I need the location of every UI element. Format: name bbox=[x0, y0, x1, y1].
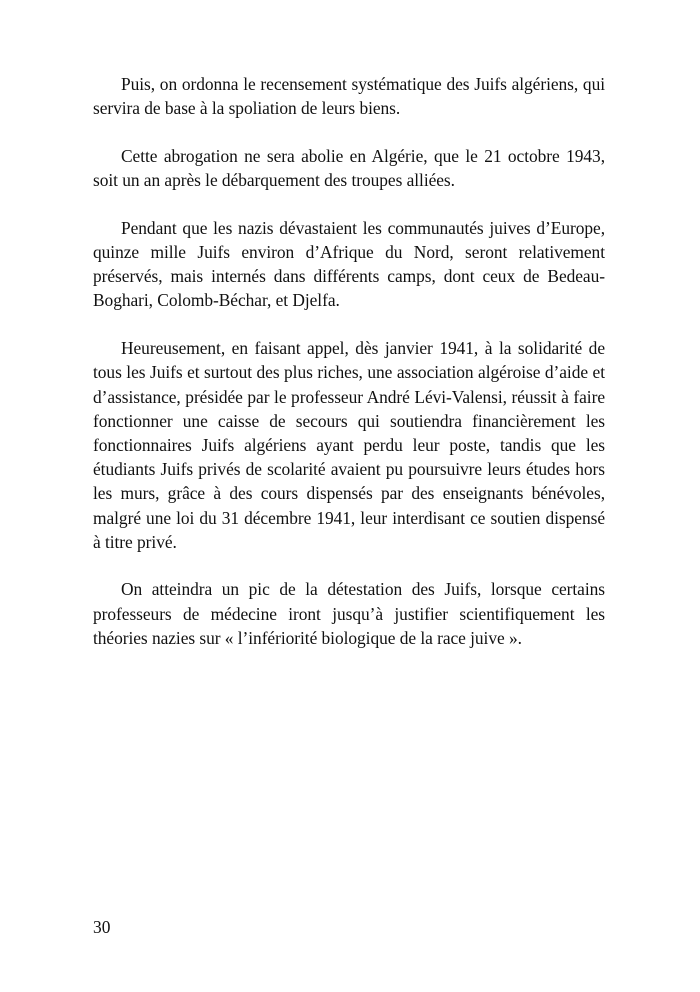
paragraph-census: Puis, on ordonna le recensement systématique des Juifs algériens, qui servira de base à la spoliation de leurs biens. bbox=[93, 74, 605, 119]
paragraph-solidarity: Heureusement, en faisant appel, dès janvier 1941, à la solidarité de tous les Juifs et surtout des plus riches, une association algéroise d’aide et d’assistance, présidée par le professeur André Lévi-Valensi, réussit à faire fonctionner une caisse de secours qui soutiendra financièrement les fonctionnaires Juifs algériens ayant perdu leur poste, tandis que les étudiants Juifs privés de scolarité avaient pu poursuivre leurs études hors les murs, grâce à des cours dispensés par des enseignants bénévoles, malgré une loi du 31 décembre 1941, leur interdisant ce soutien dispensé à titre privé. bbox=[93, 338, 605, 552]
paragraph-abrogation: Cette abrogation ne sera abolie en Algérie, que le 21 octobre 1943, soit un an après le débarquement des troupes alliées. bbox=[93, 145, 605, 191]
paragraph-medicine: On atteindra un pic de la détestation des Juifs, lorsque certains professeurs de médecine iront jusqu’à justifier scientifiquement les théories nazies sur « l’infériorité biologique de la race juive ». bbox=[93, 579, 605, 648]
page-body bbox=[93, 72, 605, 674]
paragraph-camps: Pendant que les nazis dévastaient les communautés juives d’Europe, quinze mille Juifs environ d’Afrique du Nord, seront relativement préservés, mais internés dans différents camps, dont ceux de Bedeau-Boghari, Colomb-Béchar, et Djelfa. bbox=[93, 217, 605, 311]
page-number: 30 bbox=[93, 917, 111, 937]
